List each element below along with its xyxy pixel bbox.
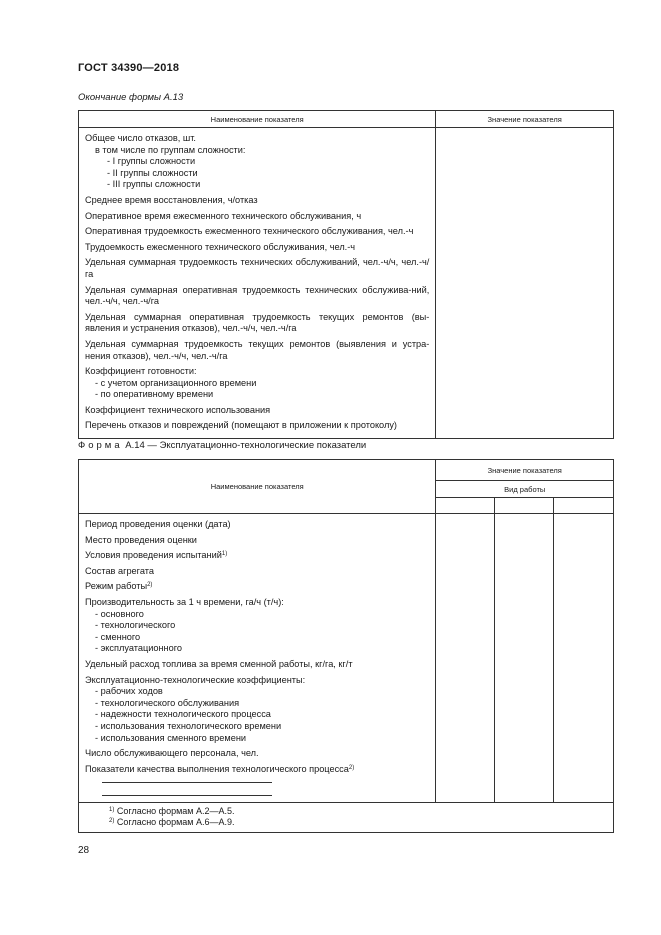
indicator-row: Удельная суммарная оперативная трудоемкость технических обслужива-ний, чел.-ч/ч, чел.-ч/га xyxy=(85,284,430,307)
form-a14-title: А.14 — Эксплуатационно-технологические показатели xyxy=(125,440,367,451)
indicator-row: - I группы сложности xyxy=(107,156,196,167)
indicator-list xyxy=(79,514,436,803)
value-cell xyxy=(554,514,614,803)
indicator-row: Среднее время восстановления, ч/отказ xyxy=(85,194,258,205)
indicator-row: Эксплуатационно-технологические коэффициенты: xyxy=(85,674,306,685)
blank-line xyxy=(102,782,272,789)
footnote-mark: 1) xyxy=(221,551,228,558)
indicator-row: - надежности технологического процесса xyxy=(95,709,271,720)
form-word: Форма xyxy=(78,440,123,451)
indicator-row: - технологического xyxy=(95,620,176,631)
form-a13-caption: Окончание формы А.13 xyxy=(78,92,184,103)
indicator-row: Перечень отказов и повреждений (помещают в приложении к протоколу) xyxy=(85,420,397,431)
indicator-row: - эксплуатационного xyxy=(95,643,182,654)
indicator-row: Удельная суммарная трудоемкость технических обслуживаний, чел.-ч/ч, чел.-ч/га xyxy=(85,257,430,279)
indicator-row: Удельная суммарная трудоемкость текущих ремонтов (выявления и устра-нения отказов), чел.-ч/ч, чел.-ч/га xyxy=(85,338,430,361)
indicator-row: Коэффициент готовности: xyxy=(85,366,197,377)
value-cell xyxy=(436,128,614,439)
value-cell xyxy=(495,514,554,803)
indicator-row: - основного xyxy=(95,608,144,619)
work-col-3 xyxy=(554,498,614,514)
col-name-header: Наименование показателя xyxy=(79,111,436,128)
col-name-header: Наименование показателя xyxy=(79,460,436,514)
value-cell xyxy=(436,514,495,803)
indicator-row: - с учетом организационного времени xyxy=(95,377,257,388)
indicator-row: Режим работы$^{2)}$ xyxy=(85,581,153,592)
indicator-row: - II группы сложности xyxy=(107,167,198,178)
form-a14-caption xyxy=(78,440,366,451)
page-number: 28 xyxy=(78,845,90,856)
indicator-row: Показатели качества выполнения технологического процесса$^{2)}$ xyxy=(85,763,355,774)
form-a13-table xyxy=(78,110,614,439)
col-value-header: Значение показателя xyxy=(436,111,614,128)
indicator-row: Число обслуживающего персонала, чел. xyxy=(85,748,259,759)
indicator-row: Коэффициент технического использования xyxy=(85,404,271,415)
table-footnotes xyxy=(79,803,614,833)
indicator-row: Оперативная трудоемкость ежесменного технического обслуживания, чел.-ч xyxy=(85,226,414,237)
indicator-row: Состав агрегата xyxy=(85,565,154,576)
indicator-row: - технологического обслуживания xyxy=(95,697,240,708)
form-a14-table xyxy=(78,459,614,833)
indicator-row: Производительность за 1 ч времени, га/ч (т/ч): xyxy=(85,596,284,607)
indicator-row: Место проведения оценки xyxy=(85,534,197,545)
indicator-row: Условия проведения испытаний$^{1)}$ xyxy=(85,550,228,561)
indicator-row: Общее число отказов, шт. xyxy=(85,133,196,143)
indicator-row: Удельная суммарная оперативная трудоемкость текущих ремонтов (вы-явления и устранения отказов), чел.-ч/ч, чел.-ч/га xyxy=(85,311,430,334)
work-col-2 xyxy=(495,498,554,514)
footnote: $^{2)}$ Согласно формам А.6—А.9. xyxy=(109,817,235,827)
indicator-row: - III группы сложности xyxy=(107,179,201,190)
indicator-row: - сменного xyxy=(95,631,141,642)
blank-line xyxy=(102,795,272,800)
indicator-row: - использования сменного времени xyxy=(95,732,247,743)
document-header: ГОСТ 34390—2018 xyxy=(78,62,180,74)
work-col-1 xyxy=(436,498,495,514)
footnote: $^{1)}$ Согласно формам А.2—А.5. xyxy=(109,806,235,816)
col-value-header: Значение показателя xyxy=(436,460,614,481)
indicator-row: Трудоемкость ежесменного технического обслуживания, чел.-ч xyxy=(85,241,356,252)
indicator-list xyxy=(79,128,436,439)
indicator-row: Удельный расход топлива за время сменной работы, кг/га, кг/т xyxy=(85,658,353,669)
col-work-header: Вид работы xyxy=(436,481,614,498)
indicator-row: - по оперативному времени xyxy=(95,389,214,400)
indicator-row: Период проведения оценки (дата) xyxy=(85,519,231,529)
footnote-mark: 2) xyxy=(147,582,153,589)
indicator-row: Оперативное время ежесменного технического обслуживания, ч xyxy=(85,210,362,221)
indicator-row: - использования технологического времени xyxy=(95,720,282,731)
indicator-row: в том числе по группам сложности: xyxy=(95,144,246,155)
footnote-mark: 2) xyxy=(348,764,355,771)
indicator-row: - рабочих ходов xyxy=(95,686,163,697)
